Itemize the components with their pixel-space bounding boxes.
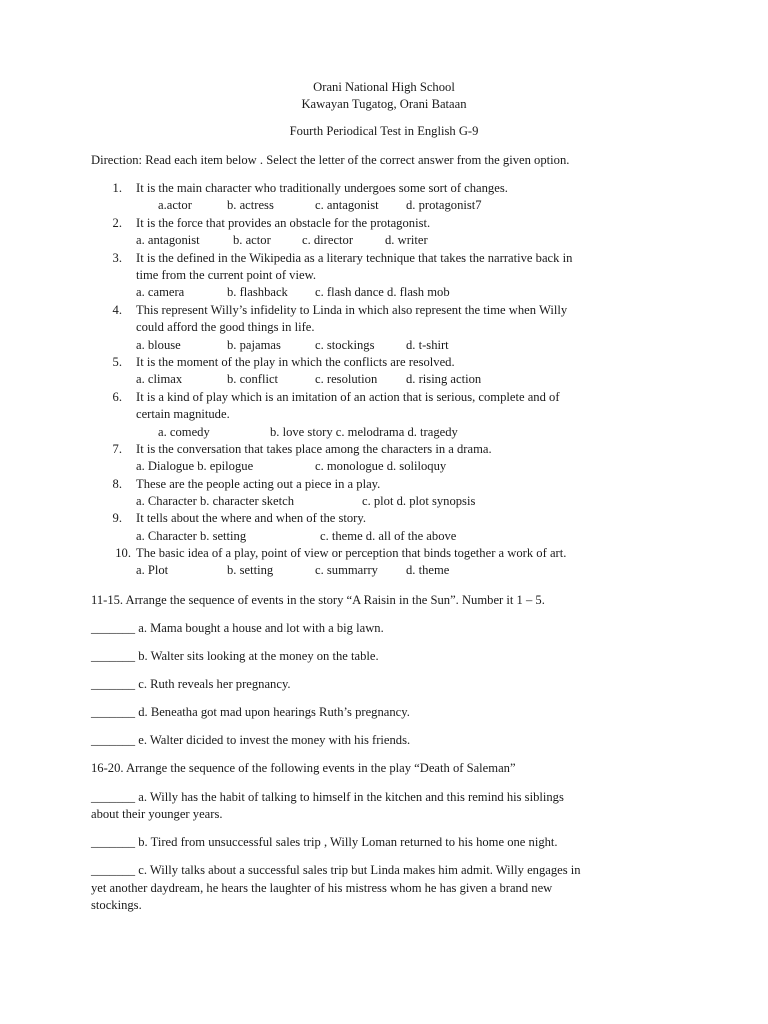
sequence-item: _______ a. Willy has the habit of talking to himself in the kitchen and this remind his siblings — [91, 790, 564, 804]
test-title: Fourth Periodical Test in English G-9 — [289, 124, 479, 138]
section-instruction: 11-15. Arrange the sequence of events in the story “A Raisin in the Sun”. Number it 1 – 5. — [91, 593, 545, 607]
option: c. plot d. plot synopsis — [362, 494, 476, 508]
option: c. antagonist — [315, 198, 379, 212]
question-number: 3. — [112, 251, 122, 265]
option: b. flashback — [227, 285, 288, 299]
question-text: could afford the good things in life. — [136, 320, 315, 334]
option: c. director — [302, 233, 354, 247]
option: a. Character b. character sketch — [136, 494, 295, 508]
option: d. protagonist7 — [406, 198, 482, 212]
sequence-item: _______ c. Ruth reveals her pregnancy. — [91, 677, 291, 691]
option: b. conflict — [227, 372, 279, 386]
question-text: This represent Willy’s infidelity to Linda in which also represent the time when Willy — [136, 303, 568, 317]
question-text: It is the moment of the play in which the conflicts are resolved. — [136, 355, 455, 369]
question-text: certain magnitude. — [136, 407, 230, 421]
option: c. monologue d. soliloquy — [315, 459, 447, 473]
option: d. t-shirt — [406, 338, 449, 352]
question-text: It is the main character who traditionally undergoes some sort of changes. — [136, 181, 508, 195]
question-text: time from the current point of view. — [136, 268, 316, 282]
question-text: It is the defined in the Wikipedia as a literary technique that takes the narrative back in — [136, 251, 573, 265]
option: a. Character b. setting — [136, 529, 247, 543]
option: d. theme — [406, 563, 450, 577]
option: c. resolution — [315, 372, 378, 386]
question-number: 10. — [115, 546, 131, 560]
option: b. pajamas — [227, 338, 281, 352]
sequence-item-continuation: about their younger years. — [91, 807, 223, 821]
option: a. comedy — [158, 425, 210, 439]
question-text: The basic idea of a play, point of view or perception that binds together a work of art. — [136, 546, 567, 560]
question-text: It is the force that provides an obstacle for the protagonist. — [136, 216, 431, 230]
option: b. setting — [227, 563, 274, 577]
question-number: 2. — [112, 216, 122, 230]
question-text: These are the people acting out a piece in a play. — [136, 477, 381, 491]
option: a. climax — [136, 372, 183, 386]
option: b. actress — [227, 198, 274, 212]
question-number: 8. — [112, 477, 122, 491]
sequence-item: _______ a. Mama bought a house and lot with a big lawn. — [91, 621, 384, 635]
question-number: 6. — [112, 390, 122, 404]
option: c. stockings — [315, 338, 375, 352]
option: d. writer — [385, 233, 428, 247]
option: a. antagonist — [136, 233, 200, 247]
sequence-item-continuation: yet another daydream, he hears the laughter of his mistress whom he has given a brand new — [91, 881, 553, 895]
sequence-item: _______ e. Walter dicided to invest the money with his friends. — [91, 733, 411, 747]
sequence-item: _______ b. Walter sits looking at the money on the table. — [91, 649, 379, 663]
option: c. theme d. all of the above — [320, 529, 457, 543]
sequence-item: _______ c. Willy talks about a successful sales trip but Linda makes him admit. Willy engages in — [91, 863, 581, 877]
sequence-item-continuation: stockings. — [91, 898, 142, 912]
question-number: 5. — [112, 355, 122, 369]
sequence-item: _______ d. Beneatha got mad upon hearings Ruth’s pregnancy. — [91, 705, 410, 719]
sequence-item: _______ b. Tired from unsuccessful sales trip , Willy Loman returned to his home one night. — [91, 835, 558, 849]
direction-text: Direction: Read each item below . Select the letter of the correct answer from the given option. — [91, 153, 570, 167]
option: b. love story c. melodrama d. tragedy — [270, 425, 458, 439]
question-text: It is a kind of play which is an imitation of an action that is serious, complete and of — [136, 390, 560, 404]
option: d. rising action — [406, 372, 482, 386]
option: c. flash dance d. flash mob — [315, 285, 450, 299]
option: a. Plot — [136, 563, 169, 577]
option: a.actor — [158, 198, 192, 212]
question-number: 9. — [112, 511, 122, 525]
question-text: It tells about the where and when of the story. — [136, 511, 367, 525]
question-number: 4. — [112, 303, 122, 317]
question-number: 1. — [112, 181, 122, 195]
option: a. Dialogue b. epilogue — [136, 459, 254, 473]
section-instruction: 16-20. Arrange the sequence of the following events in the play “Death of Saleman” — [91, 761, 516, 775]
option: b. actor — [233, 233, 271, 247]
option: a. camera — [136, 285, 185, 299]
question-text: It is the conversation that takes place among the characters in a drama. — [136, 442, 492, 456]
option: c. summarry — [315, 563, 378, 577]
school-address: Kawayan Tugatog, Orani Bataan — [301, 97, 467, 111]
school-name: Orani National High School — [313, 80, 455, 94]
question-number: 7. — [112, 442, 122, 456]
option: a. blouse — [136, 338, 181, 352]
